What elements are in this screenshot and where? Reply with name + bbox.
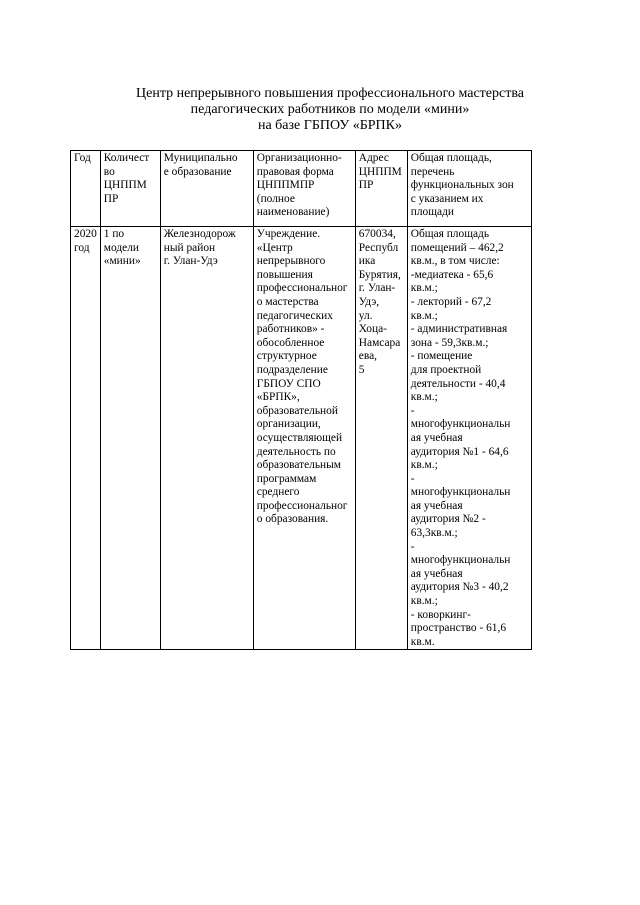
cell-text-line: Общая площадь, — [410, 152, 492, 164]
cell-count — [100, 227, 160, 650]
cell-text-line: деятельность по — [256, 445, 336, 458]
cell-text-line: кв.м.; — [410, 595, 438, 608]
cell-text-line: ПР — [358, 179, 374, 192]
cell-text-line: правовая форма — [256, 165, 334, 178]
cell-text-line: 63,3кв.м.; — [410, 527, 458, 540]
header-organization — [253, 151, 355, 227]
header-year — [71, 151, 101, 227]
cell-text-line: Количест — [103, 152, 150, 164]
cell-text-line: кв.м., в том числе: — [410, 255, 500, 268]
cell-text-line: Адрес — [358, 152, 389, 164]
cell-text-line: Железнодорож — [163, 228, 236, 240]
cell-text-line: многофункциональн — [410, 554, 511, 567]
cell-text-line: 1 по — [103, 228, 125, 240]
cell-year — [71, 227, 101, 650]
cell-text-line: ая учебная — [410, 431, 463, 444]
cell-text-line: год — [74, 241, 90, 254]
cell-text-line: Намсара — [358, 336, 401, 349]
cell-text-line: Муниципально — [163, 152, 238, 164]
cell-text-line: во — [103, 165, 115, 178]
cell-text-line: Удэ, — [358, 295, 380, 308]
cell-text-line: образовательным — [256, 459, 342, 472]
cell-text-line: ПР — [103, 192, 119, 205]
cell-text-line: «мини» — [103, 255, 141, 268]
cell-text-line: кв.м.; — [410, 459, 438, 472]
cell-text-line: повышения — [256, 268, 313, 281]
cell-text-line: (полное — [256, 192, 295, 205]
cell-text-line: - помещение — [410, 350, 473, 363]
cell-text-line: - — [410, 404, 415, 417]
title-line-2: педагогических работников по модели «мини» — [190, 102, 470, 117]
cell-text-line: - лекторий - 67,2 — [410, 295, 492, 308]
cell-text-line: Бурятия, — [358, 268, 401, 281]
title-line-3: на базе ГБПОУ «БРПК» — [257, 118, 403, 133]
cell-text-line: ая учебная — [410, 499, 463, 512]
cell-text-line: кв.м.; — [410, 391, 438, 404]
cell-text-line: организации, — [256, 418, 321, 431]
cell-text-line: 670034, — [358, 228, 396, 240]
cell-text-line: 2020 — [74, 228, 97, 240]
cell-text-line: кв.м.; — [410, 282, 438, 295]
cell-text-line: -медиатека - 65,6 — [410, 268, 494, 281]
cell-text-line: ул. — [358, 309, 373, 322]
cell-text-line: зона - 59,3кв.м.; — [410, 336, 489, 349]
cell-text-line: помещений – 462,2 — [410, 241, 504, 254]
cell-text-line: ЦНППМПР — [256, 179, 315, 192]
cell-text-line: «Центр — [256, 241, 293, 254]
cell-text-line: ая учебная — [410, 567, 463, 580]
cell-text-line: ный район — [163, 241, 216, 254]
title-line-1: Центр непрерывного повышения профессионального мастерства — [136, 86, 524, 101]
cell-text-line: кв.м.; — [410, 309, 438, 322]
cell-text-line: - — [410, 472, 415, 485]
cell-text-line: осуществляющей — [256, 431, 343, 444]
cell-text-line: - — [410, 540, 415, 553]
cell-text-line: программам — [256, 472, 317, 485]
cell-text-line: - коворкинг- — [410, 608, 471, 621]
cell-text-line: Общая площадь — [410, 228, 490, 240]
cell-text-line: аудитория №3 - 40,2 — [410, 581, 509, 594]
cell-text-line: структурное — [256, 350, 317, 363]
header-count — [100, 151, 160, 227]
cell-text-line: работников» - — [256, 323, 325, 336]
cell-text-line: пространство - 61,6 — [410, 622, 507, 635]
cell-address — [355, 227, 407, 650]
cell-text-line: перечень — [410, 165, 455, 178]
cell-text-line: многофункциональн — [410, 486, 511, 499]
cell-text-line: с указанием их — [410, 192, 484, 205]
document-title — [60, 86, 600, 134]
cell-text-line: для проектной — [410, 363, 482, 376]
cell-text-line: ЦНППМ — [103, 179, 147, 192]
cell-text-line: 5 — [358, 363, 365, 376]
cell-text-line: «БРПК», — [256, 391, 300, 404]
cell-organization — [253, 227, 355, 650]
cell-text-line: о мастерства — [256, 295, 319, 308]
header-area — [407, 151, 531, 227]
cell-text-line: - административная — [410, 323, 508, 336]
cell-text-line: Учреждение. — [256, 228, 321, 240]
cell-text-line: Организационно- — [256, 152, 342, 164]
cell-municipality — [160, 227, 253, 650]
cell-text-line: Республ — [358, 241, 399, 254]
cell-text-line: ика — [358, 255, 376, 268]
cell-text-line: педагогических — [256, 309, 333, 322]
cell-text-line: многофункциональн — [410, 418, 511, 431]
centers-table — [70, 150, 532, 650]
cell-text-line: непрерывного — [256, 255, 326, 268]
header-municipality — [160, 151, 253, 227]
cell-text-line: подразделение — [256, 363, 328, 376]
cell-text-line: Год — [74, 152, 91, 164]
header-address — [355, 151, 407, 227]
cell-text-line: г. Улан- — [358, 282, 396, 295]
cell-text-line: аудитория №1 - 64,6 — [410, 445, 509, 458]
cell-text-line: ева, — [358, 350, 377, 363]
cell-text-line: ГБПОУ СПО — [256, 377, 321, 390]
cell-text-line: обособленное — [256, 336, 325, 349]
cell-text-line: среднего — [256, 486, 300, 499]
cell-text-line: образовательной — [256, 404, 338, 417]
table-row — [71, 227, 532, 650]
cell-text-line: аудитория №2 - — [410, 513, 486, 526]
cell-text-line: кв.м. — [410, 635, 435, 648]
cell-text-line: функциональных зон — [410, 179, 514, 192]
cell-text-line: о образования. — [256, 513, 329, 526]
cell-text-line: наименование) — [256, 206, 330, 219]
cell-text-line: профессиональног — [256, 499, 348, 512]
cell-text-line: модели — [103, 241, 139, 254]
cell-text-line: деятельности - 40,4 — [410, 377, 506, 390]
cell-area — [407, 227, 531, 650]
table-header-row — [71, 151, 532, 227]
cell-text-line: профессиональног — [256, 282, 348, 295]
cell-text-line: площади — [410, 206, 454, 219]
cell-text-line: ЦНППМ — [358, 165, 402, 178]
cell-text-line: Хоца- — [358, 323, 387, 336]
cell-text-line: г. Улан-Удэ — [163, 255, 218, 268]
cell-text-line: е образование — [163, 165, 232, 178]
